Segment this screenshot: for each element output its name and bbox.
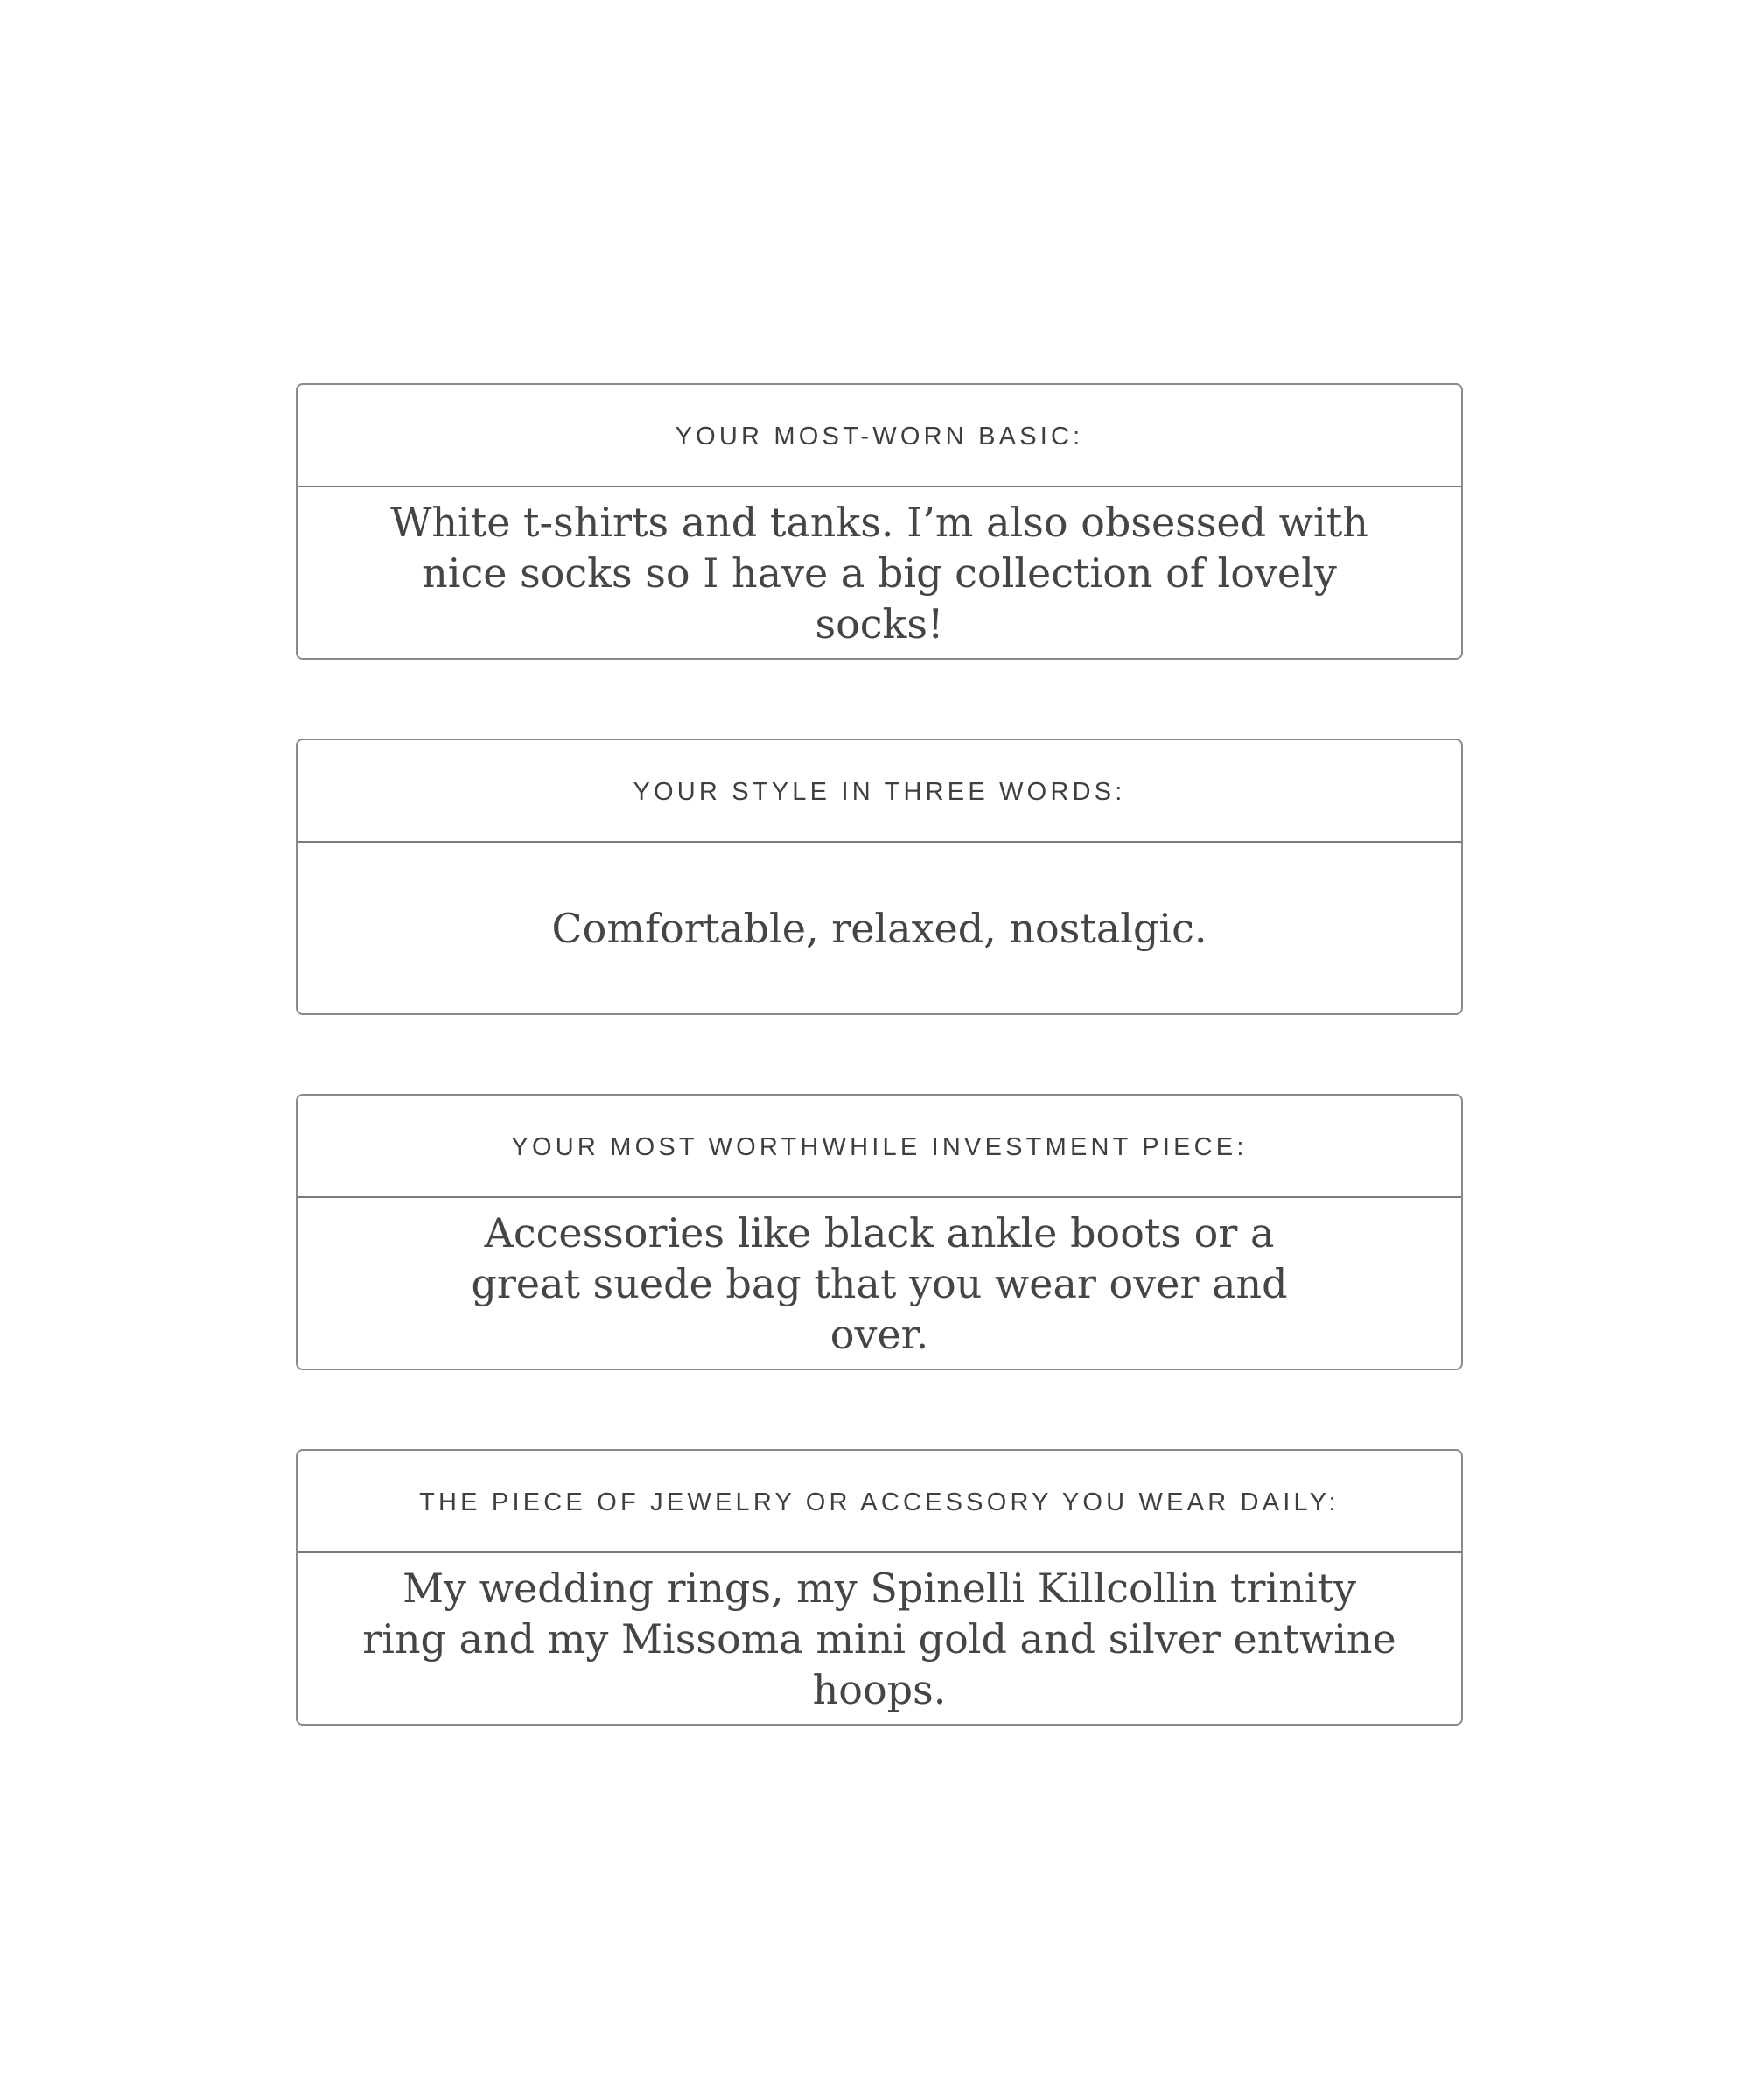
card-header (298, 1451, 1461, 1553)
answer-text: My wedding rings, my Spinelli Killcollin trinity ring and my Missoma mini gold and silver entwine hoops. (362, 1564, 1396, 1713)
question-label: YOUR MOST-WORN BASIC: (675, 423, 1084, 451)
card-body (298, 1198, 1461, 1368)
answer-text: Comfortable, relaxed, nostalgic. (551, 904, 1208, 952)
card-body (298, 1553, 1461, 1724)
question-label: YOUR STYLE IN THREE WORDS: (633, 778, 1126, 806)
qa-card-style-three-words (296, 738, 1463, 1015)
card-body (298, 843, 1461, 1013)
question-label: THE PIECE OF JEWELRY OR ACCESSORY YOU WEAR DAILY: (419, 1488, 1340, 1516)
qa-card-investment-piece (296, 1094, 1463, 1370)
answer-text: Accessories like black ankle boots or a great suede bag that you wear over and over. (471, 1208, 1288, 1358)
card-header (298, 740, 1461, 843)
answer-text: White t-shirts and tanks. I’m also obsessed with nice socks so I have a big collection of lovely socks! (390, 498, 1368, 648)
question-label: YOUR MOST WORTHWHILE INVESTMENT PIECE: (511, 1133, 1248, 1161)
card-header (298, 1096, 1461, 1198)
qa-card-daily-jewelry (296, 1449, 1463, 1726)
qa-card-most-worn-basic (296, 383, 1463, 660)
card-body (298, 487, 1461, 658)
card-header (298, 385, 1461, 487)
